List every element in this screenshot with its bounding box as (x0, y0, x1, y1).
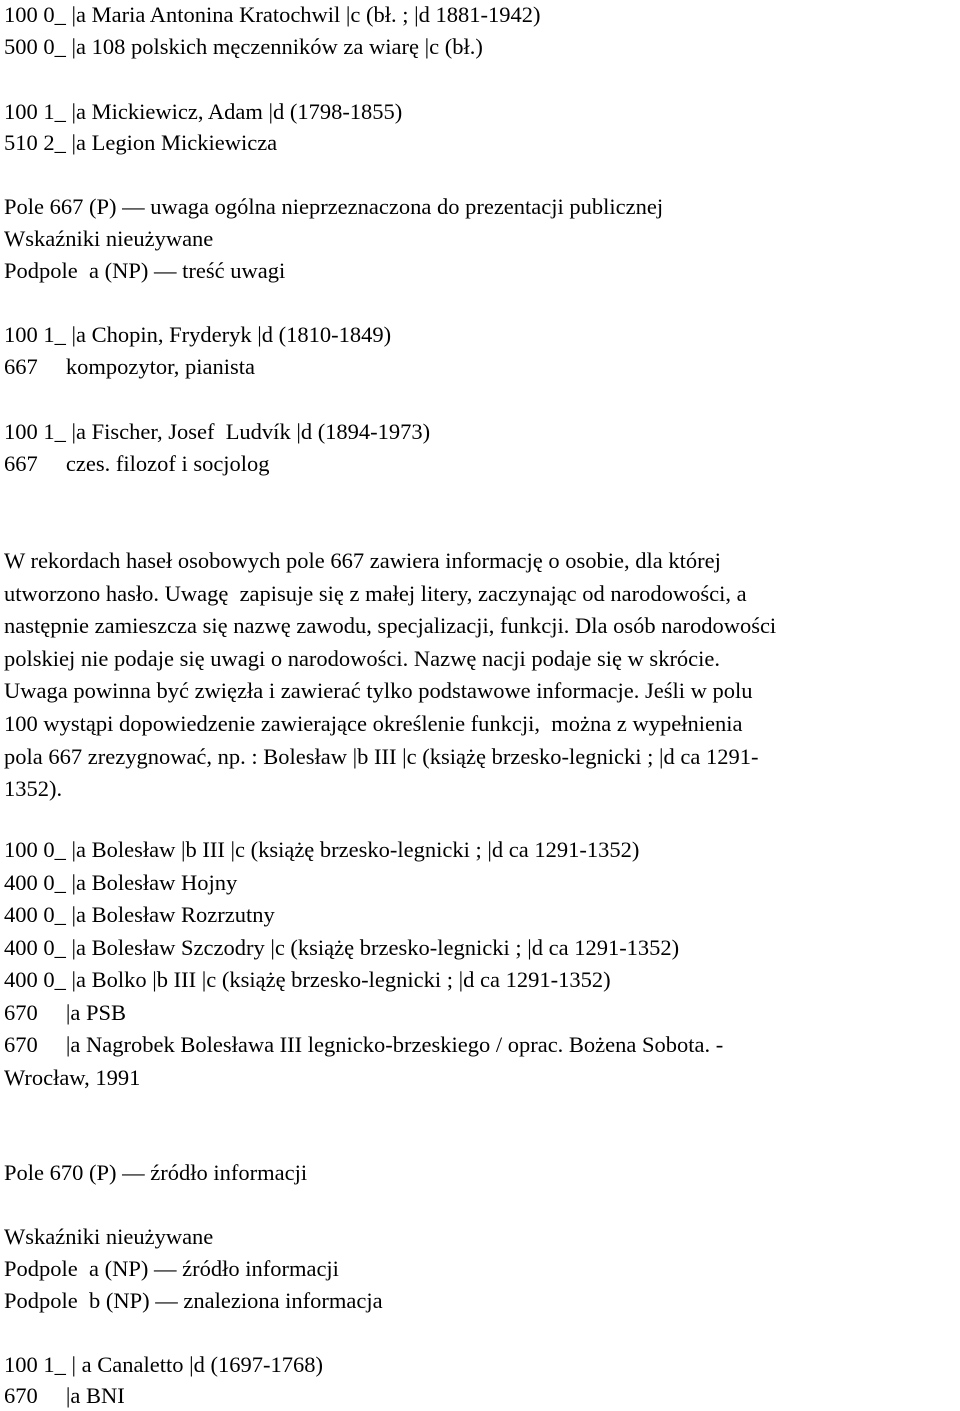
marc-field-line: 100 0_ |a Maria Antonina Kratochwil |c (bł. ; |d 1881-1942) (4, 2, 541, 27)
marc-field-line: 500 0_ |a 108 polskich męczenników za wiarę |c (bł.) (4, 34, 483, 59)
marc-field-line: Wrocław, 1991 (4, 1065, 141, 1090)
marc-field-line: 100 1_ | a Canaletto |d (1697-1768) (4, 1352, 323, 1377)
paragraph-line: utworzono hasło. Uwagę zapisuje się z małej litery, zaczynając od narodowości, a (4, 580, 747, 606)
paragraph-line: następnie zamieszcza się nazwę zawodu, specjalizacji, funkcji. Dla osób narodowości (4, 613, 777, 639)
marc-field-line: 670 |a Nagrobek Bolesława III legnicko-brzeskiego / oprac. Bożena Sobota. - (4, 1032, 724, 1057)
marc-field-line: 400 0_ |a Bolesław Szczodry |c (książę brzesko-legnicki ; |d ca 1291-1352) (4, 935, 680, 960)
marc-field-line: 510 2_ |a Legion Mickiewicza (4, 130, 278, 155)
marc-field-line: 400 0_ |a Bolko |b III |c (książę brzesko-legnicki ; |d ca 1291-1352) (4, 967, 611, 992)
marc-field-line: 100 0_ |a Bolesław |b III |c (książę brzesko-legnicki ; |d ca 1291-1352) (4, 837, 640, 862)
field-definition-heading: Pole 667 (P) — uwaga ogólna nieprzeznaczona do prezentacji publicznej (4, 194, 664, 219)
field-definition-line: Wskaźniki nieużywane (4, 226, 214, 251)
field-definition-line: Podpole a (NP) — źródło informacji (4, 1256, 339, 1281)
marc-field-line: 400 0_ |a Bolesław Rozrzutny (4, 902, 275, 927)
marc-field-line: 667 kompozytor, pianista (4, 354, 255, 379)
marc-field-line: 100 1_ |a Mickiewicz, Adam |d (1798-1855) (4, 99, 403, 124)
field-definition-line: Podpole b (NP) — znaleziona informacja (4, 1288, 383, 1313)
field-definition-line: Wskaźniki nieużywane (4, 1224, 214, 1249)
explanatory-paragraph (4, 545, 960, 806)
marc-field-line: 667 czes. filozof i socjolog (4, 451, 270, 476)
paragraph-line: polskiej nie podaje się uwagi o narodowości. Nazwę nacji podaje się w skrócie. (4, 645, 721, 671)
marc-field-line: 100 1_ |a Chopin, Fryderyk |d (1810-1849) (4, 322, 392, 347)
field-definition-line: Podpole a (NP) — treść uwagi (4, 258, 286, 283)
paragraph-line: W rekordach haseł osobowych pole 667 zawiera informację o osobie, dla której (4, 548, 721, 573)
paragraph-line: Uwaga powinna być zwięzła i zawierać tylko podstawowe informacje. Jeśli w polu (4, 678, 753, 704)
marc-field-line: 100 1_ |a Fischer, Josef Ludvík |d (1894-1973) (4, 419, 431, 444)
paragraph-line: 100 wystąpi dopowiedzenie zawierające określenie funkcji, można z wypełnienia (4, 710, 743, 736)
field-definition-heading: Pole 670 (P) — źródło informacji (4, 1160, 308, 1185)
marc-field-line: 400 0_ |a Bolesław Hojny (4, 870, 238, 895)
marc-field-line: 670 |a BNI (4, 1383, 125, 1408)
paragraph-line: 1352). (4, 776, 63, 802)
marc-field-line: 670 |a PSB (4, 1000, 127, 1025)
paragraph-line: pola 667 zrezygnować, np. : Bolesław |b III |c (książę brzesko-legnicki ; |d ca 1291- (4, 743, 759, 769)
